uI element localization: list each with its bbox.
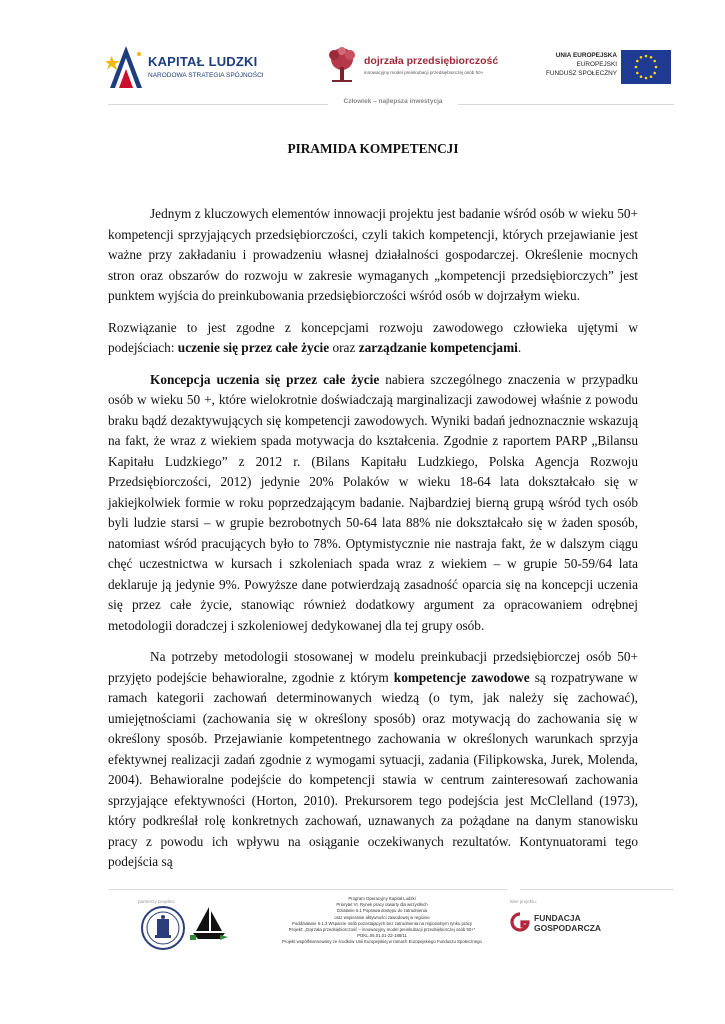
footer-divider-right [520,889,674,890]
dojrzala-przedsiebiorczosc-logo [322,45,499,87]
kapital-ludzki-logo [106,42,264,92]
p4-term-professional-competences: kompetencje zawodowe [393,669,530,685]
footer-info-line: oraz wspieranie aktywności zawodowej w regionie [334,914,430,920]
page-footer [0,885,725,965]
leader-label: lider projektu: [510,899,538,904]
footer-info-line: Projekt współfinansowany ze środków Unii Europejskiej w ramach Europejskiego Funduszu Społecznego [282,939,482,945]
p2-text-a: Rozwiązanie to jest zgodne z koncepcjami rozwoju zawodowego człowieka ujętymi w podejściach: [108,319,638,355]
p4-text-c: są rozpatrywane w ramach kategorii zachowań determinowanych wiedzą (o tym, jak należy się zachować), umiejętnościami (zachowania się w określony sposób) oraz motywacją do zachowania się w określony sposób. Przejawianie kompetentnego zachowania w określonych warunkach sprzyja efektywnej realizacji zadań zgodnie z wymogami sytuacji, zadania (Filipkowska, Jurek, Molenda, 2004). Behawioralne podejście do kompetencji stawia w centrum zainteresowań zachowania sprzyjające efektywności (Horton, 2010). Prekursorem tego podejścia jest McClelland (1973), który podkreślał rolę konkretnych zachowań, uznawanych za pożądane na danym stanowisku pracy z powodu ich wpływu na osiąganie oczekiwanych rezultatów. Kontynuatorami tego podejścia są [108,669,639,869]
fundacja-line-1: FUNDACJA [534,913,581,923]
tree-icon [322,45,362,85]
footer-divider-left [108,889,508,890]
paragraph-1: Jednym z kluczowych elementów innowacji projektu jest badanie wśród osób w wieku 50+ kompetencji sprzyjających przedsiębiorczości, czyli takich kompetencji, których przejawianie jest ważne przy zakładaniu i prowadzeniu własnej działalności gospodarczej. Określenie mocnych stron oraz obszarów do rozwoju w zakresie wymaganych „kompetencji przedsiębiorczych” jest punktem wyjścia do preinkubowania przedsiębiorczości wśród osób w dojrzałym wieku. [108,206,638,303]
unia-europejska-logo [537,48,673,88]
slogan: Człowiek – najlepsza inwestycja [343,98,443,105]
fundacja-mark-icon [510,912,530,932]
university-seal-icon [140,905,186,951]
document-title: PIRAMIDA KOMPETENCJI [287,141,459,156]
paragraph-4 [108,647,638,873]
partners-label: partnerzy projektu: [138,899,176,904]
footer-program-info [252,896,512,946]
p2-text-e: . [517,340,522,355]
header-divider-right [458,104,674,105]
page-header [0,0,725,118]
footer-info-line: Priorytet VI. Rynek pracy otwarty dla wszystkich [336,902,428,908]
p3-text: nabiera szczególnego znaczenia w przypadku osób w wieku 50 +, które wielokrotnie doświadczają marginalizacji zawodowej właśnie z powodu braku bądź dezaktywujących się kompetencji zawodowych. Wyniki badań jednoznacznie wskazują na fakt, że wraz z wiekiem spada motywacja do kształcenia. Zgodnie z raportem PARP „Bilansu Kapitału Ludzkiego” z 2012 r. (Bilans Kapitału Ludzkiego, Polska Agencja Rozwoju Przedsiębiorczości, 2012) jedynie 20% Polaków w wieku 18-64 lata dokształcało się w jakiejkolwiek formie w roku poprzedzającym badanie. Najbardziej bierną grupą wśród tych osób byli ludzie starsi – w grupie bezrobotnych 50-64 lata 88% nie dokształcało się w żaden sposób, natomiast wśród pracujących było to 78%. Optymistycznie nie nastraja fakt, że w dalszym ciągu chęć uczestnictwa w kursach i szkoleniach spada wraz z wiekiem – w grupie 50-59/64 lata deklaruje ją jedynie 9%. Powyższe dane potwierdzają zasadność oparcia się na koncepcji uczenia się przez całe życie, stanowiąc również dodatkowy argument za opracowaniem odrębnej metodologii doradczej i szkoleniowej dedykowanej dla tej grupy osób. [108,371,638,633]
ue-line-1: UNIA EUROPEJSKA [555,52,617,59]
kapital-ludzki-emblem-icon [106,42,146,90]
kapital-ludzki-subtitle: NARODOWA STRATEGIA SPÓJNOŚCI [148,72,264,79]
paragraph-3 [108,370,638,637]
p3-bold-lead: Koncepcja uczenia się przez całe życie [150,371,380,387]
fundacja-line-2: GOSPODARCZA [534,923,602,933]
eu-flag-icon [621,50,671,84]
p2-text-c: oraz [329,340,359,355]
dojrzala-title: dojrzała przedsiębiorczość [364,55,499,67]
footer-info-line: Projekt: „Dojrzała przedsiębiorczość – innowacyjny model preinkubacji przedsiębiorczej osób 50+” [288,927,476,933]
footer-info-line: Poddziałanie 6.1.3 Wsparcie osób pozostających bez zatrudnienia na regionalnym rynku pracy [291,920,473,926]
ship-logo-icon [190,905,228,941]
p2-term-competence-management: zarządzanie kompetencjami [358,340,518,355]
ue-line-3: FUNDUSZ SPOŁECZNY [545,70,617,77]
header-divider-left [108,104,328,105]
fundacja-text [534,913,601,933]
kapital-ludzki-title: KAPITAŁ LUDZKI [148,54,258,69]
ue-line-2: EUROPEJSKI [576,61,617,68]
footer-info-line: Program Operacyjny Kapitał Ludzki [348,896,416,901]
p2-term-lifelong-learning: uczenie się przez całe życie [177,340,330,355]
footer-info-line: Działanie 6.1 Poprawa dostępu do zatrudnienia [336,908,428,914]
fundacja-gospodarcza-logo [510,911,620,935]
paragraph-2 [108,318,638,359]
footer-info-line: POKL.06.01.01-22-188/11 [357,933,407,939]
dojrzala-subtitle: innowacyjny model preinkubacji przedsiębiorczej osób 50+ [364,70,484,75]
document-body [108,141,638,884]
ue-text [537,51,617,78]
p4-text-a: Na potrzeby metodologii stosowanej w modelu preinkubacji przedsiębiorczej osób 50+ przyjęto podejście behawioralne, zgodnie z którym [108,649,638,685]
